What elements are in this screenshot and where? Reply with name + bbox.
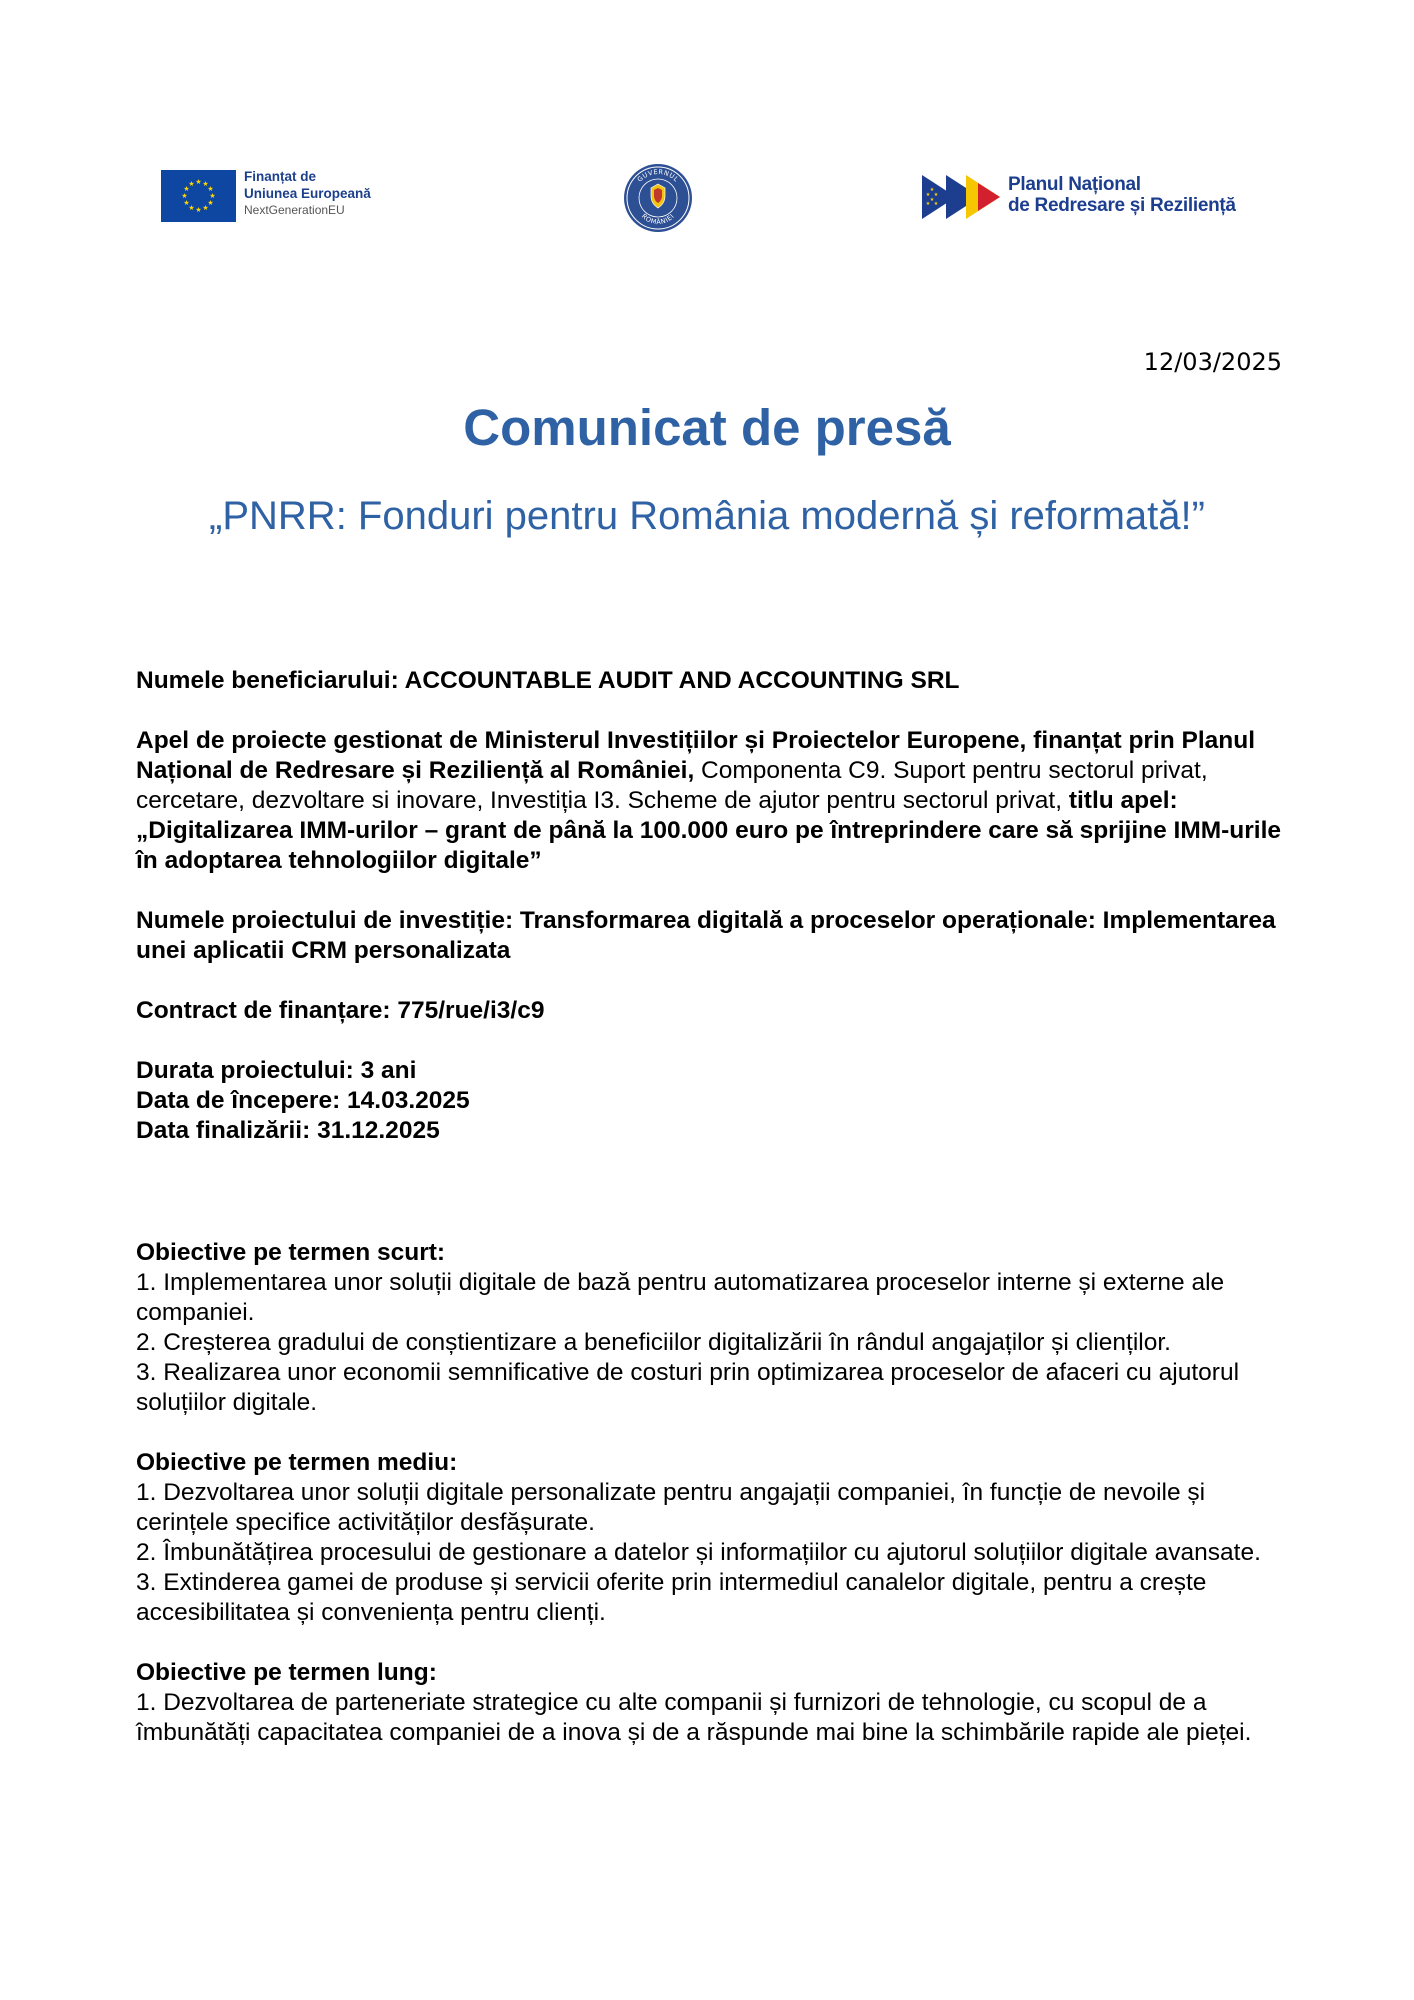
project-name: Numele proiectului de investiție: Transformarea digitală a proceselor operaționale: Implementarea unei aplicatii CRM personalizata <box>136 907 1276 964</box>
svg-text:★: ★ <box>933 201 939 207</box>
short-term-item: 2. Creșterea gradului de conștientizare a beneficiilor digitalizării în rândul angajaților și clienților. <box>136 1329 1171 1356</box>
svg-text:★: ★ <box>183 185 190 193</box>
call-bold-intro: Apel de proiecte gestionat de Ministerul Investițiilor și Proiectelor Europene, finanțat prin Planul Național de Redresare și Reziliență al României, <box>136 727 1256 784</box>
svg-text:ROMÂNIEI: ROMÂNIEI <box>639 212 677 227</box>
short-term-item: 3. Realizarea unor economii semnificative de costuri prin optimizarea proceselor de afaceri cu ajutorul soluțiilor digitale. <box>136 1359 1240 1416</box>
eu-flag-icon <box>161 170 236 222</box>
eu-logo-line2: Uniunea Europeană <box>244 186 371 201</box>
project-duration: Durata proiectului: 3 ani <box>136 1057 417 1084</box>
svg-text:★: ★ <box>209 192 216 200</box>
pnrr-logo-text <box>1008 174 1236 216</box>
eu-logo-text <box>244 168 371 219</box>
long-term-heading: Obiective pe termen lung: <box>136 1659 437 1686</box>
contract-number: Contract de finanțare: 775/rue/i3/c9 <box>136 997 545 1024</box>
svg-text:★: ★ <box>188 180 195 188</box>
pnrr-arrows-icon <box>922 175 1000 219</box>
medium-term-item: 1. Dezvoltarea unor soluții digitale personalizate pentru angajații companiei, în funcție de nevoile și cerințele specifice activităților desfășurate. <box>136 1479 1206 1536</box>
svg-text:★: ★ <box>183 199 190 207</box>
pnrr-logo-line1: Planul Național <box>1008 174 1141 195</box>
eu-logo-line3: NextGenerationEU <box>244 203 345 217</box>
medium-term-heading: Obiective pe termen mediu: <box>136 1449 458 1476</box>
document-date: 12/03/2025 <box>1143 348 1282 376</box>
romanian-government-logo <box>622 162 694 234</box>
svg-text:★: ★ <box>933 192 939 198</box>
svg-text:★: ★ <box>929 197 935 203</box>
beneficiary-line: Numele beneficiarului: ACCOUNTABLE AUDIT AND ACCOUNTING SRL <box>136 667 960 694</box>
eu-logo-line1: Finanțat de <box>244 169 317 184</box>
pnrr-logo-line2: de Redresare și Reziliență <box>1008 195 1236 216</box>
svg-text:★: ★ <box>207 199 214 207</box>
svg-text:★: ★ <box>207 185 214 193</box>
svg-text:★: ★ <box>188 204 195 212</box>
svg-text:★: ★ <box>925 201 931 207</box>
pnrr-logo <box>922 172 1262 222</box>
start-date: Data de începere: 14.03.2025 <box>136 1087 470 1114</box>
svg-text:★: ★ <box>181 192 188 200</box>
page-title: Comunicat de presă <box>463 399 951 456</box>
svg-text:GUVERNUL: GUVERNUL <box>635 167 681 184</box>
page-subtitle: „PNRR: Fonduri pentru România modernă și reformată!” <box>209 494 1205 538</box>
call-paragraph <box>136 726 1286 876</box>
end-date: Data finalizării: 31.12.2025 <box>136 1117 440 1144</box>
short-term-item: 1. Implementarea unor soluții digitale de bază pentru automatizarea proceselor interne și externe ale companiei. <box>136 1269 1225 1326</box>
medium-term-item: 3. Extinderea gamei de produse și servicii oferite prin intermediul canalelor digitale, pentru a crește accesibilitatea și conveniența pentru clienți. <box>136 1569 1207 1626</box>
svg-text:★: ★ <box>202 180 209 188</box>
svg-text:★: ★ <box>195 206 202 214</box>
medium-term-item: 2. Îmbunătățirea procesului de gestionare a datelor și informațiilor cu ajutorul soluțiilor digitale avansate. <box>136 1539 1261 1566</box>
government-seal-icon <box>622 162 694 234</box>
svg-text:★: ★ <box>925 192 931 198</box>
svg-text:★: ★ <box>929 187 935 193</box>
svg-text:★: ★ <box>202 204 209 212</box>
short-term-heading: Obiective pe termen scurt: <box>136 1239 446 1266</box>
eu-funding-logo <box>161 168 401 224</box>
long-term-item: 1. Dezvoltarea de parteneriate strategice cu alte companii și furnizori de tehnologie, cu scopul de a îmbunătăți capacitatea companiei de a inova și de a răspunde mai bine la schimbările rapide ale pieței. <box>136 1689 1252 1746</box>
call-title: titlu apel: „Digitalizarea IMM-urilor – grant de până la 100.000 euro pe întreprindere care să sprijine IMM-urile în adoptarea tehnologiilor digitale” <box>136 787 1282 874</box>
svg-text:★: ★ <box>195 178 202 186</box>
call-description: Componenta C9. Suport pentru sectorul privat, cercetare, dezvoltare si inovare, Investiția I3. Scheme de ajutor pentru sectorul privat, <box>136 757 1208 814</box>
document-body <box>136 666 1286 1748</box>
